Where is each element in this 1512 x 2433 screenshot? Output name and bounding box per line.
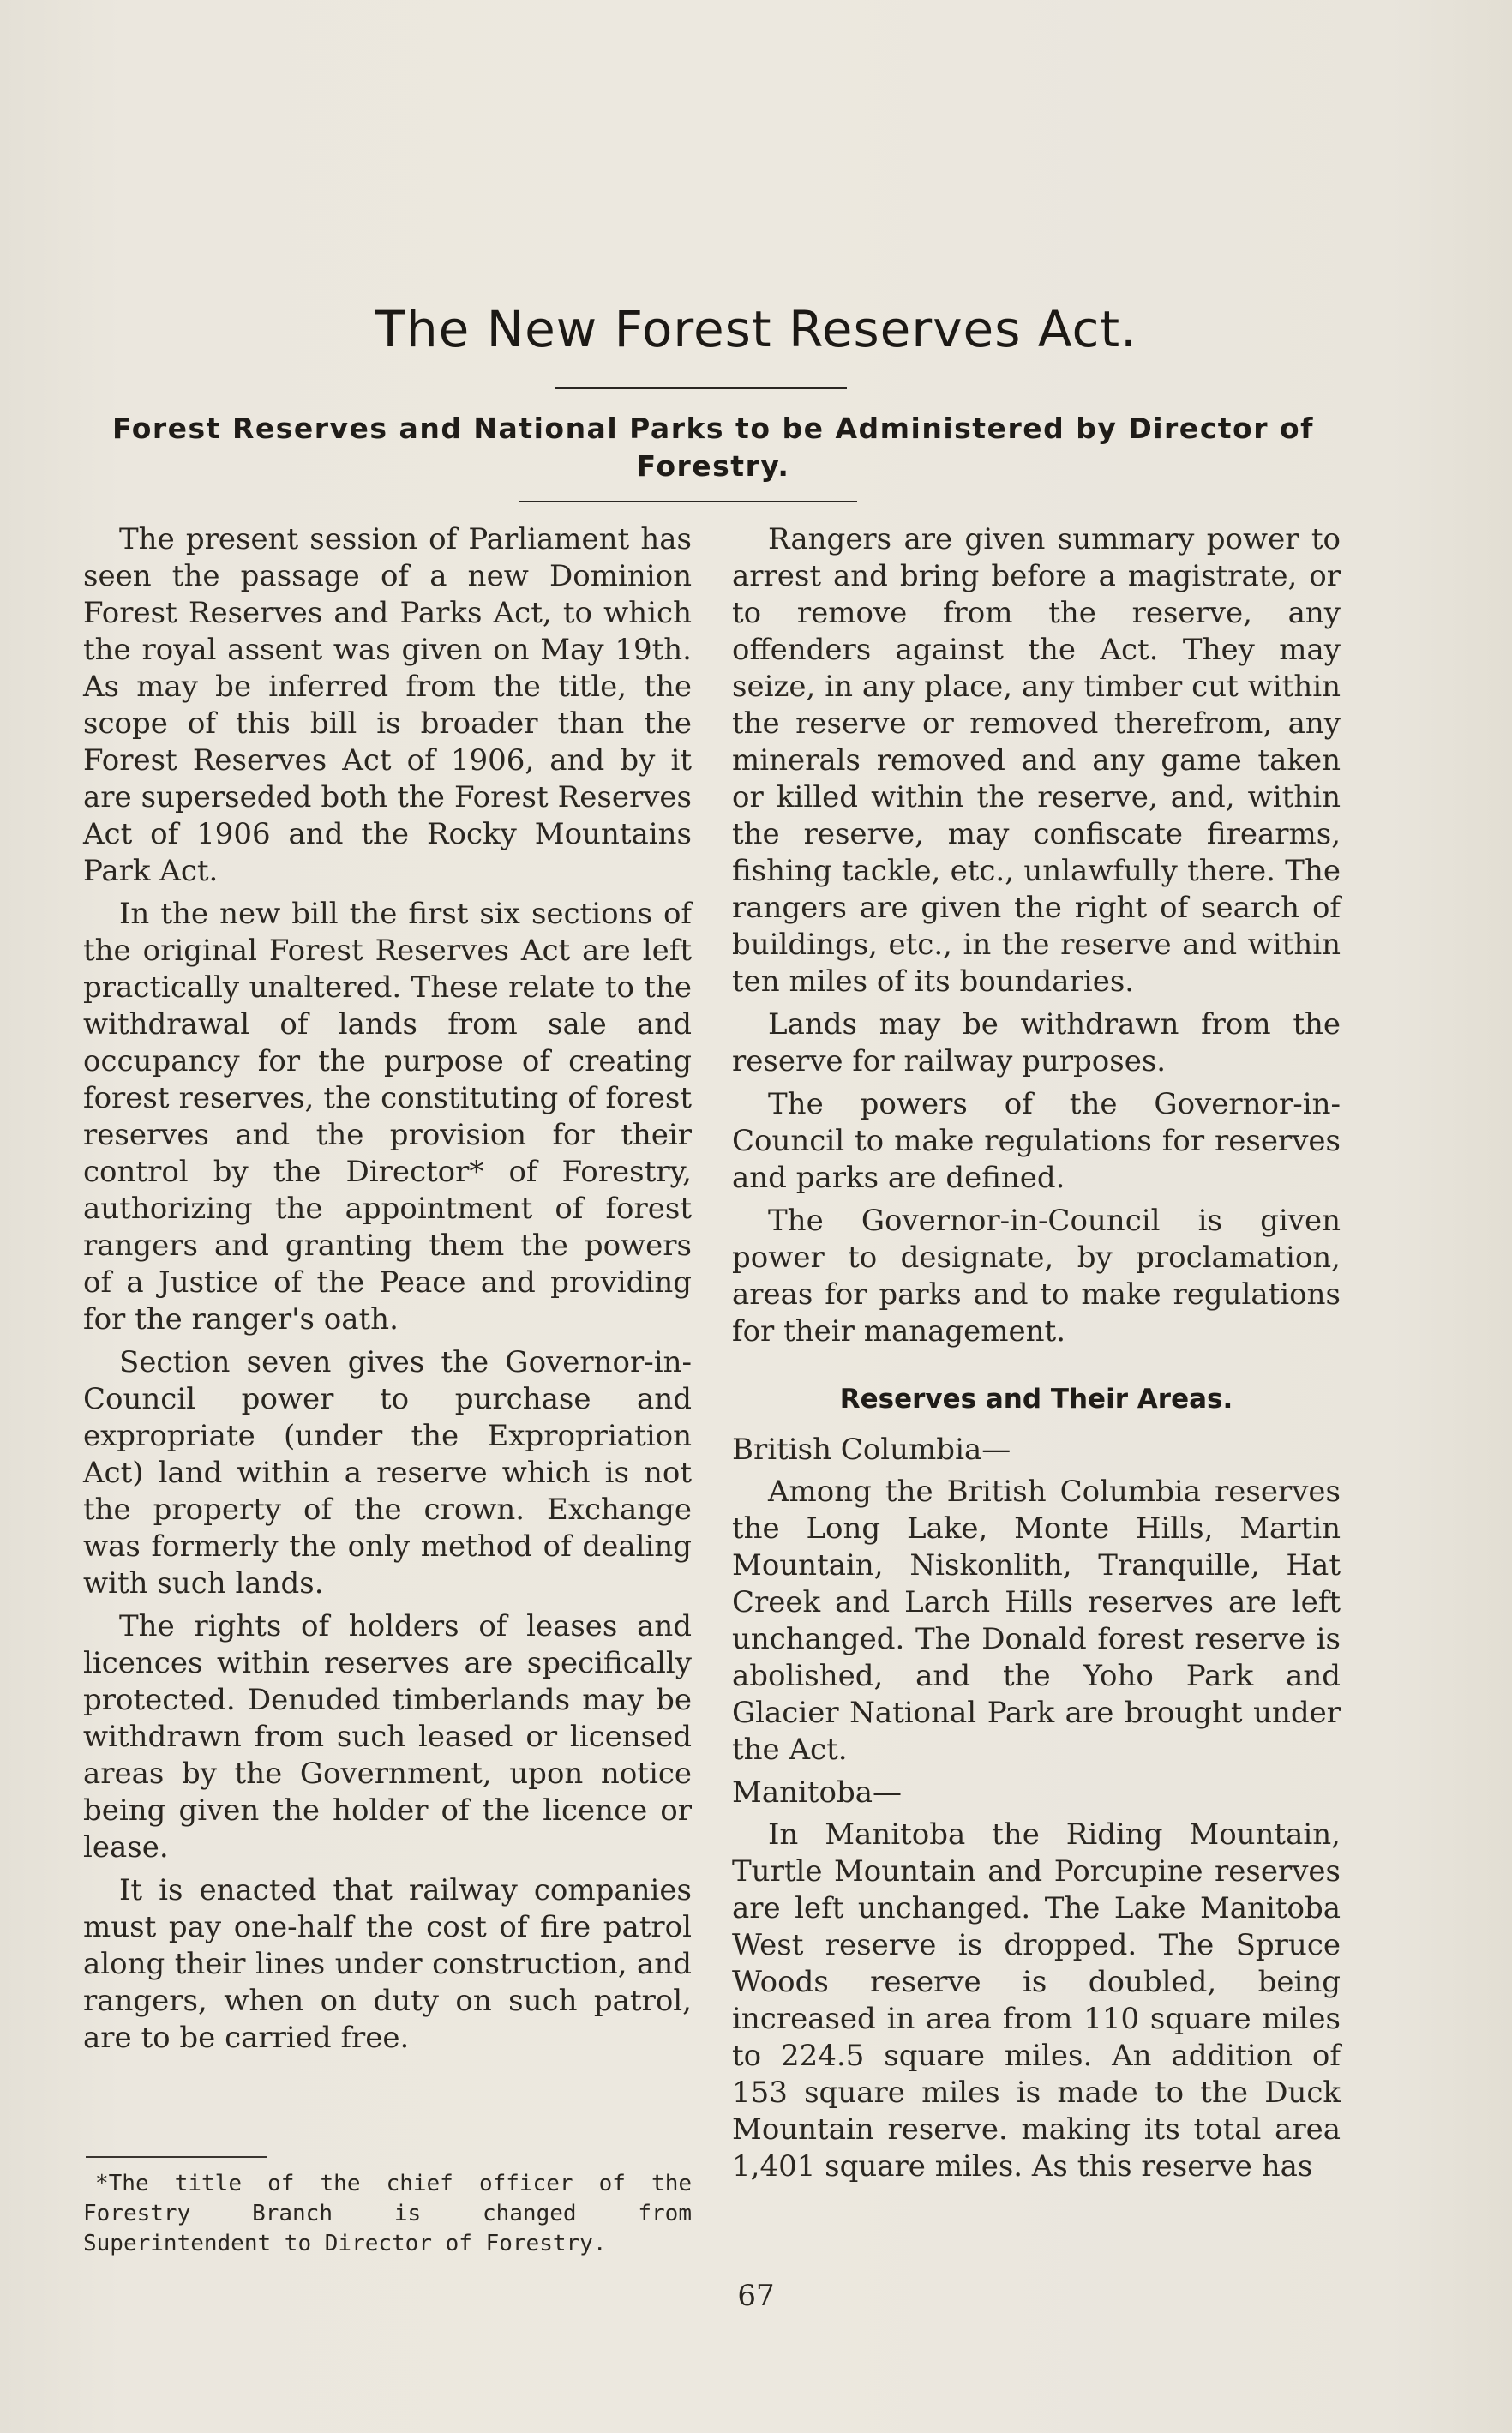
page-number: 67 xyxy=(737,2279,775,2313)
subtitle-rule xyxy=(519,501,857,502)
paragraph: The powers of the Governor-in-Council to make regulations for reserves and parks are defined. xyxy=(732,1087,1341,1195)
right-column xyxy=(732,521,1341,2191)
section-heading: Reserves and Their Areas. xyxy=(839,1384,1233,1415)
paragraph: In Manitoba the Riding Mountain, Turtle Mountain and Porcupine reserves are left unchanged. The Lake Manitoba West reserve is dropped. The Spruce Woods reserve is doubled, being increased in area from 110 square miles to 224.5 square miles. An addition of 153 square miles is made to the Duck Mountain reserve. making its total area 1,401 square miles. As this reserve has xyxy=(732,1817,1341,2184)
article-title: The New Forest Reserves Act. xyxy=(375,300,1137,358)
province-label-manitoba: Manitoba— xyxy=(732,1775,903,1810)
footnote: *The title of the chief officer of the Forestry Branch is changed from Superintendent to Director of Forestry. xyxy=(83,2171,692,2256)
title-rule xyxy=(555,387,847,389)
paragraph: The rights of holders of leases and licences within reserves are specifically protected. Denuded timberlands may be withdrawn from such leased or licensed areas by the Government, upon notice being given the holder of the licence or lease. xyxy=(83,1609,692,1865)
footnote-rule xyxy=(86,2156,267,2158)
paragraph: The Governor-in-Council is given power to designate, by proclamation, areas for parks and to make regulations for their management. xyxy=(732,1204,1341,1349)
paragraph: Rangers are given summary power to arrest and bring before a magistrate, or to remove from the reserve, any offenders against the Act. They may seize, in any place, any timber cut within the reserve or removed therefrom, any minerals removed and any game taken or killed within the reserve, and, within the reserve, may confiscate firearms, fishing tackle, etc., unlawfully there. The rangers are given the right of search of buildings, etc., in the reserve and within ten miles of its boundaries. xyxy=(732,522,1341,999)
paragraph: Lands may be withdrawn from the reserve for railway purposes. xyxy=(732,1007,1341,1078)
paragraph: In the new bill the first six sections of the original Forest Reserves Act are left practically unaltered. These relate to the withdrawal of lands from sale and occupancy for the purpose of creating forest reserves, the constituting of forest reserves and the provision for their control by the Director* of Forestry, authorizing the appointment of forest rangers and granting them the powers of a Justice of the Peace and providing for the ranger's oath. xyxy=(83,897,692,1337)
paragraph: The present session of Parliament has seen the passage of a new Dominion Forest Reserves and Parks Act, to which the royal assent was given on May 19th. As may be inferred from the title, the scope of this bill is broader than the Forest Reserves Act of 1906, and by it are superseded both the Forest Reserves Act of 1906 and the Rocky Mountains Park Act. xyxy=(83,522,692,888)
paragraph: Section seven gives the Governor-in-Council power to purchase and expropriate (under the Expropriation Act) land within a reserve which is not the property of the crown. Exchange was formerly the only method of dealing with such lands. xyxy=(83,1345,692,1601)
article-subtitle: Forest Reserves and National Parks to be Administered by Director of Forestry. xyxy=(112,412,1314,483)
paragraph: It is enacted that railway companies must pay one-half the cost of fire patrol along their lines under construction, and rangers, when on duty on such patrol, are to be carried free. xyxy=(83,1873,692,2055)
province-label-british-columbia: British Columbia— xyxy=(732,1433,1011,1467)
left-column xyxy=(83,521,692,2063)
paragraph: Among the British Columbia reserves the Long Lake, Monte Hills, Martin Mountain, Niskonlith, Tranquille, Hat Creek and Larch Hills reserves are left unchanged. The Donald forest reserve is abolished, and the Yoho Park and Glacier National Park are brought under the Act. xyxy=(732,1475,1341,1767)
